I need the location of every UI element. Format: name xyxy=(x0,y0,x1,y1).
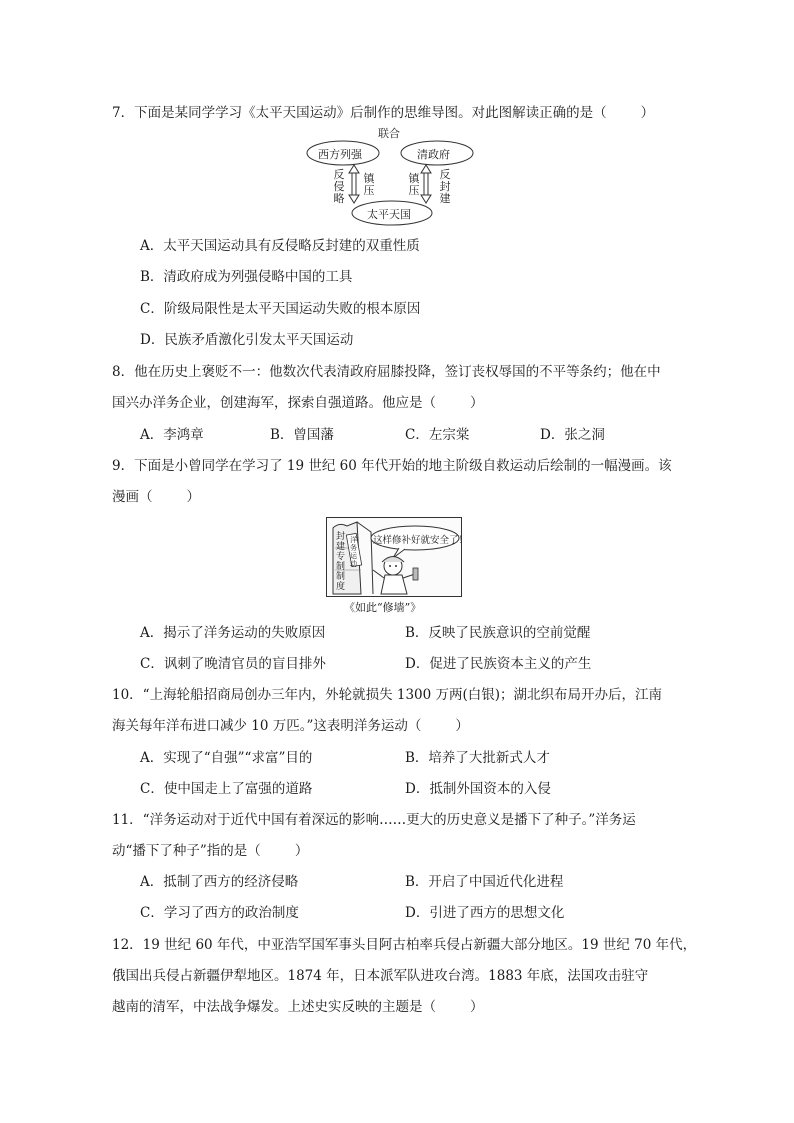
q7-option-a[interactable]: A．太平天国运动具有反侵略反封建的双重性质 xyxy=(140,238,420,254)
q8-option-a[interactable]: A．李鸿章 xyxy=(140,427,204,443)
q10-option-a[interactable]: A．实现了“自强”“求富”目的 xyxy=(140,750,313,766)
label-anti-aggression: 反侵略 xyxy=(333,168,345,205)
q8-option-d[interactable]: D．张之洞 xyxy=(540,427,605,443)
trowel-icon xyxy=(413,568,418,580)
mind-map-top-label: 联合 xyxy=(378,127,400,140)
q10-stem-line1: 10．“上海轮船招商局创办三年内，外轮就损失 1300 万两(白银)；湖北织布局开办后，江南 xyxy=(112,687,663,703)
q11-option-a[interactable]: A．抵制了西方的经济侵略 xyxy=(140,874,299,890)
q12-stem-line1: 12．19 世纪 60 年代，中亚浩罕国军事头目阿古柏率兵侵占新疆大部分地区。19 世纪 70 年代， xyxy=(112,937,697,953)
q10-stem-line2: 海关每年洋布进口减少 10 万匹。”这表明洋务运动（ ） xyxy=(112,718,469,734)
q7-option-c[interactable]: C．阶级局限性是太平天国运动失败的根本原因 xyxy=(140,301,421,317)
label-suppress-right: 镇压 xyxy=(408,172,420,197)
q11-stem-line1: 11．“洋务运动对于近代中国有着深远的影响……更大的历史意义是播下了种子。”洋务运 xyxy=(112,812,636,828)
node-taiping: 太平天国 xyxy=(367,208,411,221)
q10-option-b[interactable]: B．培养了大批新式人才 xyxy=(405,750,550,766)
q7-stem: 7．下面是某同学学习《太平天国运动》后制作的思维导图。对此图解读正确的是（ ） xyxy=(112,105,655,121)
q7-option-b[interactable]: B．清政府成为列强侵略中国的工具 xyxy=(140,269,353,285)
q11-option-d[interactable]: D．引进了西方的思想文化 xyxy=(405,905,565,921)
q10-option-d[interactable]: D．抵制外国资本的入侵 xyxy=(405,781,551,797)
cartoon-patch-text: 洋务运动 xyxy=(350,536,357,568)
q8-stem-line1: 8．他在历史上褒贬不一：他数次代表清政府屈膝投降，签订丧权辱国的不平等条约；他在中 xyxy=(112,364,661,380)
arrow-up-right xyxy=(421,165,431,173)
cartoon-wall-text: 封建专制制度 xyxy=(336,532,346,592)
arrow-down-left xyxy=(349,195,359,203)
q10-option-c[interactable]: C．使中国走上了富强的道路 xyxy=(140,781,313,797)
q11-option-c[interactable]: C．学习了西方的政治制度 xyxy=(140,905,299,921)
q11-stem-line2: 动“播下了种子”指的是（ ） xyxy=(112,843,309,859)
mind-map-diagram xyxy=(305,127,485,227)
q12-stem-line2: 俄国出兵侵占新疆伊犁地区。1874 年，日本派军队进攻台湾。1883 年底，法国攻击驻守 xyxy=(112,968,649,984)
node-qing-government: 清政府 xyxy=(417,148,450,161)
label-anti-feudal: 反封建 xyxy=(439,168,451,205)
cartoon-caption: 《如此“修墙”》 xyxy=(344,601,422,614)
q8-option-b[interactable]: B．曾国藩 xyxy=(270,427,334,443)
q9-option-b[interactable]: B．反映了民族意识的空前觉醒 xyxy=(405,625,591,641)
q9-option-d[interactable]: D．促进了民族资本主义的产生 xyxy=(405,656,592,672)
arrow-up-left xyxy=(349,165,359,173)
q9-option-c[interactable]: C．讽刺了晚清官员的盲目排外 xyxy=(140,656,326,672)
cartoon-speech: 这样修补好就安全了！ xyxy=(373,535,469,546)
q9-stem-line1: 9．下面是小曾同学在学习了 19 世纪 60 年代开始的地主阶级自救运动后绘制的一幅漫画。该 xyxy=(112,458,672,474)
q8-option-c[interactable]: C．左宗棠 xyxy=(405,427,470,443)
arrow-down-right xyxy=(421,195,431,203)
q7-option-d[interactable]: D．民族矛盾激化引发太平天国运动 xyxy=(140,332,354,348)
q8-stem-line2: 国兴办洋务企业，创建海军，探索自强道路。他应是（ ） xyxy=(112,395,484,411)
cartoon-image xyxy=(326,517,469,597)
figure-hat xyxy=(382,557,404,563)
q9-option-a[interactable]: A．揭示了洋务运动的失败原因 xyxy=(140,625,326,641)
q9-stem-line2: 漫画（ ） xyxy=(112,489,200,505)
node-western-powers: 西方列强 xyxy=(318,148,362,161)
q11-option-b[interactable]: B．开启了中国近代化进程 xyxy=(405,874,564,890)
q12-stem-line3: 越南的清军，中法战争爆发。上述史实反映的主题是（ ） xyxy=(112,999,484,1015)
cartoon-drawing xyxy=(327,518,461,596)
label-suppress-left: 镇压 xyxy=(363,172,375,197)
